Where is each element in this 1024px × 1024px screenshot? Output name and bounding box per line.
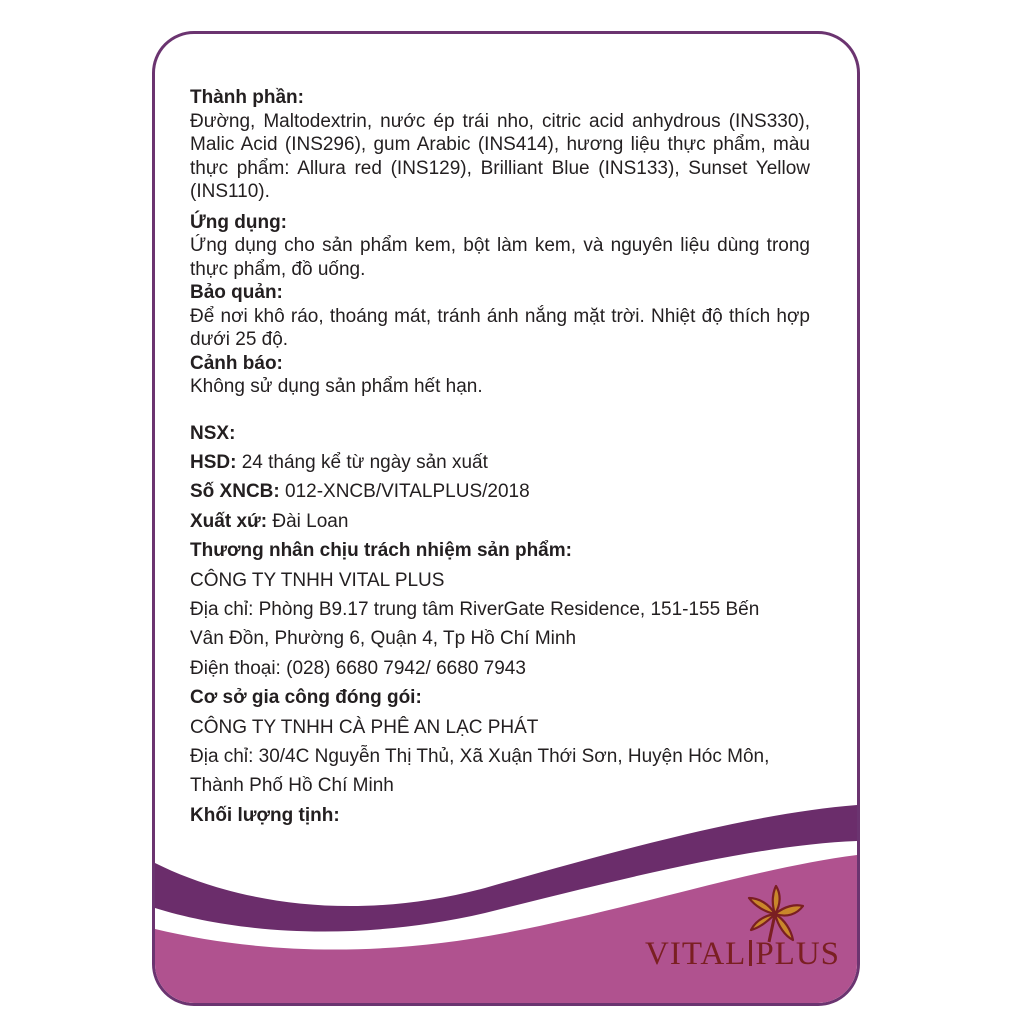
origin-value: Đài Loan (267, 510, 349, 532)
packer-company: CÔNG TY TNHH CÀ PHÊ AN LẠC PHÁT (190, 716, 539, 738)
warning-text: Không sử dụng sản phẩm hết hạn. (190, 376, 483, 397)
nsx-line (190, 419, 810, 448)
application-text: Ứng dụng cho sản phẩm kem, bột làm kem, và nguyên liệu dùng trong thực phẩm, đồ uống. (190, 235, 810, 280)
packer-address-1: Địa chỉ: 30/4C Nguyễn Thị Thủ, Xã Xuận Thới Sơn, Huyện Hóc Môn, (190, 745, 770, 767)
ingredients-heading: Thành phần: (190, 87, 304, 108)
brand-logo (645, 936, 840, 973)
storage-heading: Bảo quản: (190, 282, 283, 303)
storage-section (190, 281, 810, 352)
brand-logo-right: PLUS (755, 936, 841, 972)
label-content (190, 86, 810, 830)
label-card (152, 31, 860, 1006)
hsd-label: HSD: (190, 451, 237, 473)
xncb-line (190, 477, 810, 506)
packer-address-2: Thành Phố Hồ Chí Minh (190, 775, 394, 797)
application-section (190, 211, 810, 282)
brand-logo-left: VITAL (645, 936, 747, 972)
trader-heading: Thương nhân chịu trách nhiệm sản phẩm: (190, 540, 572, 562)
application-heading: Ứng dụng: (190, 211, 288, 233)
origin-line (190, 507, 810, 536)
hsd-line (190, 448, 810, 477)
trader-company: CÔNG TY TNHH VITAL PLUS (190, 569, 445, 591)
xncb-label: Số XNCB: (190, 481, 280, 503)
origin-label: Xuất xứ: (190, 510, 268, 532)
trader-phone: Điện thoại: (028) 6680 7942/ 6680 7943 (190, 657, 526, 679)
flower-logo-icon (745, 884, 805, 944)
hsd-value: 24 tháng kể từ ngày sản xuất (236, 451, 488, 473)
ingredients-section (190, 86, 810, 204)
trader-address-2: Vân Đồn, Phường 6, Quận 4, Tp Hồ Chí Minh (190, 628, 577, 650)
xncb-value: 012-XNCB/VITALPLUS/2018 (279, 481, 530, 503)
net-weight-label: Khối lượng tịnh: (190, 804, 340, 826)
packer-heading: Cơ sở gia công đóng gói: (190, 687, 422, 709)
warning-heading: Cảnh báo: (190, 352, 283, 374)
nsx-label: NSX: (190, 422, 236, 444)
warning-section (190, 352, 810, 399)
storage-text: Để nơi khô ráo, thoáng mát, tránh ánh nắng mặt trời. Nhiệt độ thích hợp dưới 25 độ. (190, 305, 810, 350)
ingredients-text: Đường, Maltodextrin, nước ép trái nho, citric acid anhydrous (INS330), Malic Acid (INS296), gum Arabic (INS414), hương liệu thực phẩm, màu thực phẩm: Allura red (INS129), Brilliant Blue (INS133), Sunset Yellow (INS110). (190, 110, 810, 202)
trader-address-1: Địa chỉ: Phòng B9.17 trung tâm RiverGate Residence, 151-155 Bến (190, 598, 760, 620)
brand-logo-divider (749, 940, 752, 966)
